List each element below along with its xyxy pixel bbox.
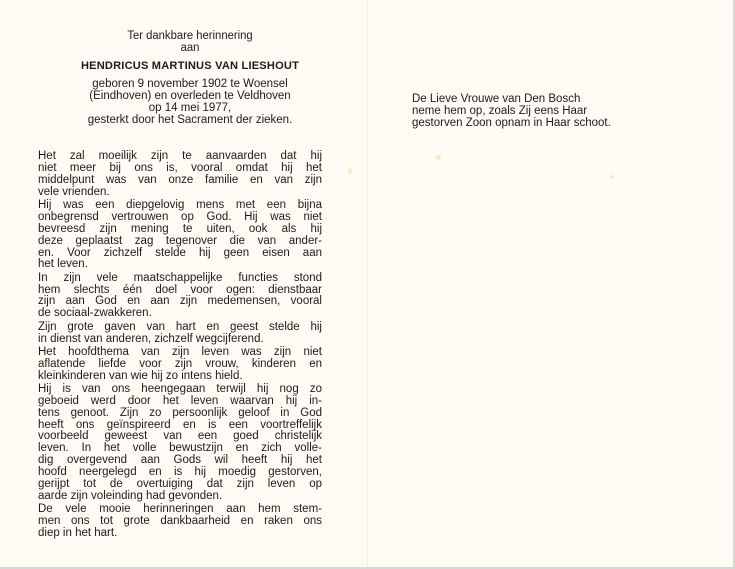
text-line: vele vrienden. xyxy=(38,185,110,198)
text-paragraph xyxy=(38,151,322,199)
text-line: niet meer bij ons is, vooral omdat hij het xyxy=(38,161,322,174)
verse-line: neme hem op, zoals Zij eens Haar xyxy=(412,105,588,117)
verse-line: De Lieve Vrouwe van Den Bosch xyxy=(412,93,581,105)
text-paragraph xyxy=(38,384,322,503)
text-line: De vele mooie herinneringen aan hem stem- xyxy=(38,503,322,516)
deceased-name: HENDRICUS MARTINUS VAN LIESHOUT xyxy=(80,60,300,72)
birth-death-line: gesterkt door het Sacrament der zieken. xyxy=(87,114,293,126)
memorial-text xyxy=(38,151,322,541)
text-line: Het zal moeilijk zijn te aanvaarden dat hij xyxy=(38,150,322,162)
text-line: het leven. xyxy=(38,258,88,271)
text-line: geboeid werd door het leven waarvan hij in- xyxy=(38,394,322,407)
text-paragraph xyxy=(38,273,322,321)
text-line: kleinkinderen van wie hij zo intens hield. xyxy=(38,369,243,382)
text-line: zijn aan God en aan zijn medemensen, vooral xyxy=(38,295,322,308)
text-line: onbegrensd vertrouwen op God. Hij was niet xyxy=(38,210,322,223)
paper-speck xyxy=(348,168,352,174)
text-line: diep in het hart. xyxy=(38,526,118,539)
text-paragraph xyxy=(38,200,322,271)
text-line: heeft ons geïnspireerd en is een voortreffelijk xyxy=(38,418,322,431)
dedication-aan: aan xyxy=(180,42,200,54)
text-paragraph xyxy=(38,504,322,540)
prayer-verse xyxy=(412,93,672,129)
right-panel xyxy=(368,0,733,567)
text-line: bevreesd zijn mening te uiten, ook als hij xyxy=(38,222,322,235)
paper-speck xyxy=(436,155,441,160)
verse-line: gestorven Zoon opnam in Haar schoot. xyxy=(412,117,611,129)
birth-death-line: geboren 9 november 1902 te Woensel xyxy=(92,78,288,90)
text-line: en. Voor zichzelf stelde hij geen eisen aan xyxy=(38,246,322,259)
text-line: gerijpt tot de overtuiging dat zijn leven op xyxy=(38,478,322,490)
dedication-line: Ter dankbare herinnering xyxy=(127,30,253,42)
text-line: in dienst van anderen, zichzelf wegcijferend. xyxy=(38,332,264,345)
text-line: voorbeeld geweest van een goed christelijk xyxy=(38,430,322,443)
text-line: Zijn grote gaven van hart en geest stelde hij xyxy=(38,320,322,333)
text-line: middelpunt was van onze familie en van zijn xyxy=(38,173,322,186)
text-line: tens genoot. Zijn zo persoonlijk geloof in God xyxy=(38,406,322,419)
text-line: hem slechts één doel voor ogen: dienstbaar xyxy=(38,283,322,296)
text-line: In zijn vele maatschappelijke functies stond xyxy=(38,271,322,284)
text-line: men ons tot grote dankbaarheid en raken ons xyxy=(38,515,322,528)
text-line: aflatende liefde voor zijn vrouw, kinderen en xyxy=(38,357,322,370)
text-line: de sociaal-zwakkeren. xyxy=(38,307,152,320)
text-paragraph xyxy=(38,322,322,346)
birth-death-line: (Eindhoven) en overleden te Veldhoven xyxy=(89,90,291,102)
text-line: Hij is van ons heengegaan terwijl hij nog zo xyxy=(38,382,322,395)
text-line: leven. In het volle bewustzijn en zich volle- xyxy=(38,442,322,455)
birth-death-line: op 14 mei 1977, xyxy=(148,102,232,114)
text-line: hoofd neergelegd en is hij moedig gestorven, xyxy=(38,466,322,479)
paper-speck xyxy=(610,175,614,179)
left-panel xyxy=(0,0,367,567)
text-line: dig overgevend aan Gods wil heeft hij het xyxy=(38,454,322,467)
text-line: Het hoofdthema van zijn leven was zijn niet xyxy=(38,345,322,358)
text-line: Hij was een diepgelovig mens met een bijna xyxy=(38,198,322,211)
text-line: aarde zijn voleinding had gevonden. xyxy=(38,489,223,502)
text-line: deze geplaatst zag tegenover die van ander- xyxy=(38,234,322,247)
text-paragraph xyxy=(38,347,322,383)
